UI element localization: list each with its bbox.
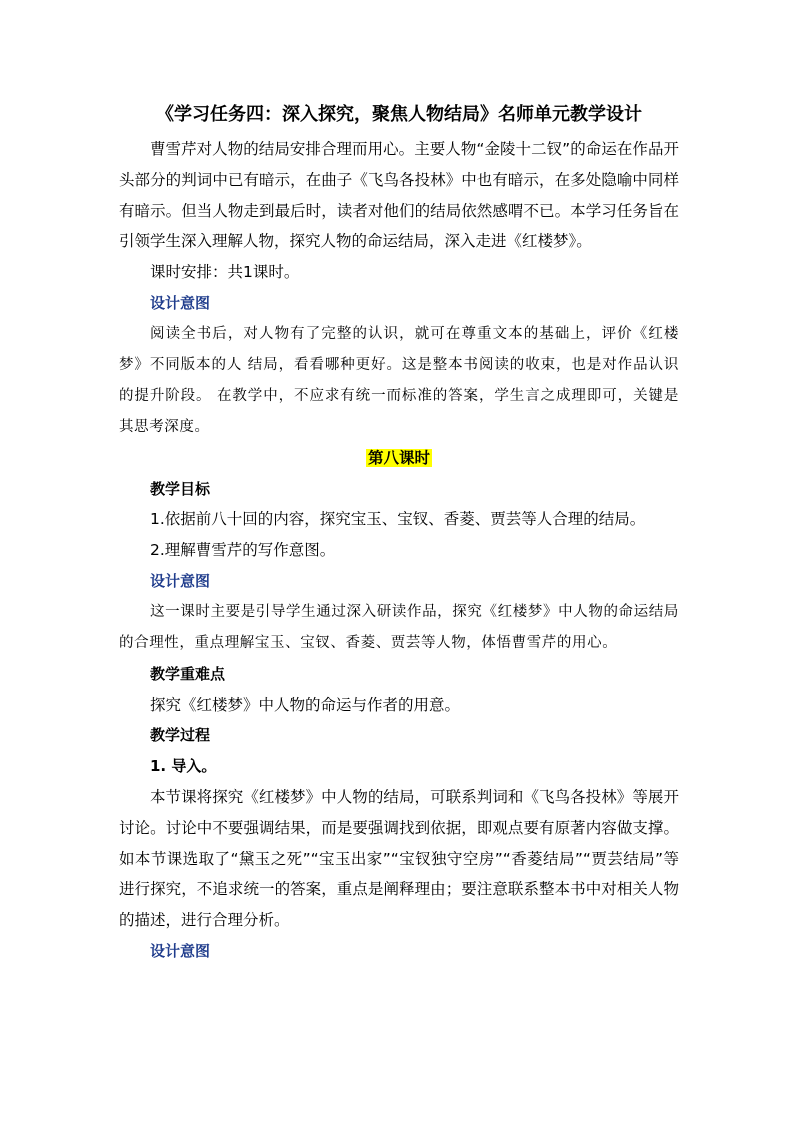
key-points-heading: 教学重难点 xyxy=(150,664,226,683)
design-intent-heading: 设计意图 xyxy=(150,941,211,960)
design-intent-heading: 设计意图 xyxy=(150,293,211,312)
step-text: 本节课将探究《红楼梦》中人物的结局，可联系判词和《飞鸟各投林》等展开讨论。讨论中不要强调结果，而是要强调找到依据，即观点要有原著内容做支撑。如本节课选取了“黛玉之死”“宝玉出家”“宝钗独守空房”“香菱结局”“贾芸结局”等进行探究，不追求统一的答案，重点是阐释理由；要注意联系整本书中对相关人物的描述，进行合理分析。 xyxy=(119,787,679,930)
design-intent-text: 阅读全书后，对人物有了完整的认识，就可在尊重文本的基础上，评价《红楼梦》不同版本的人 结局，看看哪种更好。这是整本书阅读的收束，也是对作品认识的提升阶段。 在教学中，不应求有统一而标准的答案，学生言之成理即可，关键是其思考深度。 xyxy=(119,325,679,435)
step-heading: 1. 导入。 xyxy=(150,757,217,776)
schedule-line: 课时安排：共1课时。 xyxy=(150,263,300,282)
lesson-label: 第八课时 xyxy=(367,448,430,467)
key-points-text: 探究《红楼梦》中人物的命运与作者的用意。 xyxy=(150,695,461,714)
document-title: 《学习任务四：深入探究，聚焦人物结局》名师单元教学设计 xyxy=(156,104,642,125)
goals-heading: 教学目标 xyxy=(150,479,211,498)
goal-item: 1.依据前八十回的内容，探究宝玉、宝钗、香菱、贾芸等人合理的结局。 xyxy=(150,510,646,529)
document-body xyxy=(119,102,679,967)
goal-item: 2.理解曹雪芹的写作意图。 xyxy=(150,541,336,560)
design-intent-heading: 设计意图 xyxy=(150,571,211,590)
intro-paragraph: 曹雪芹对人物的结局安排合理而用心。主要人物“金陵十二钗”的命运在作品开头部分的判词中已有暗示，在曲子《飞鸟各投林》中也有暗示，在多处隐喻中同样有暗示。但当人物走到最后时，读者对他们的结局依然感喟不已。本学习任务旨在引领学生深入理解人物，探究人物的命运结局，深入走进《红楼梦》。 xyxy=(119,140,679,251)
design-intent-text: 这一课时主要是引导学生通过深入研读作品，探究《红楼梦》中人物的命运结局的合理性，重点理解宝玉、宝钗、香菱、贾芸等人物，体悟曹雪芹的用心。 xyxy=(119,603,679,651)
lesson-label-line xyxy=(119,443,679,474)
process-heading: 教学过程 xyxy=(150,726,211,745)
